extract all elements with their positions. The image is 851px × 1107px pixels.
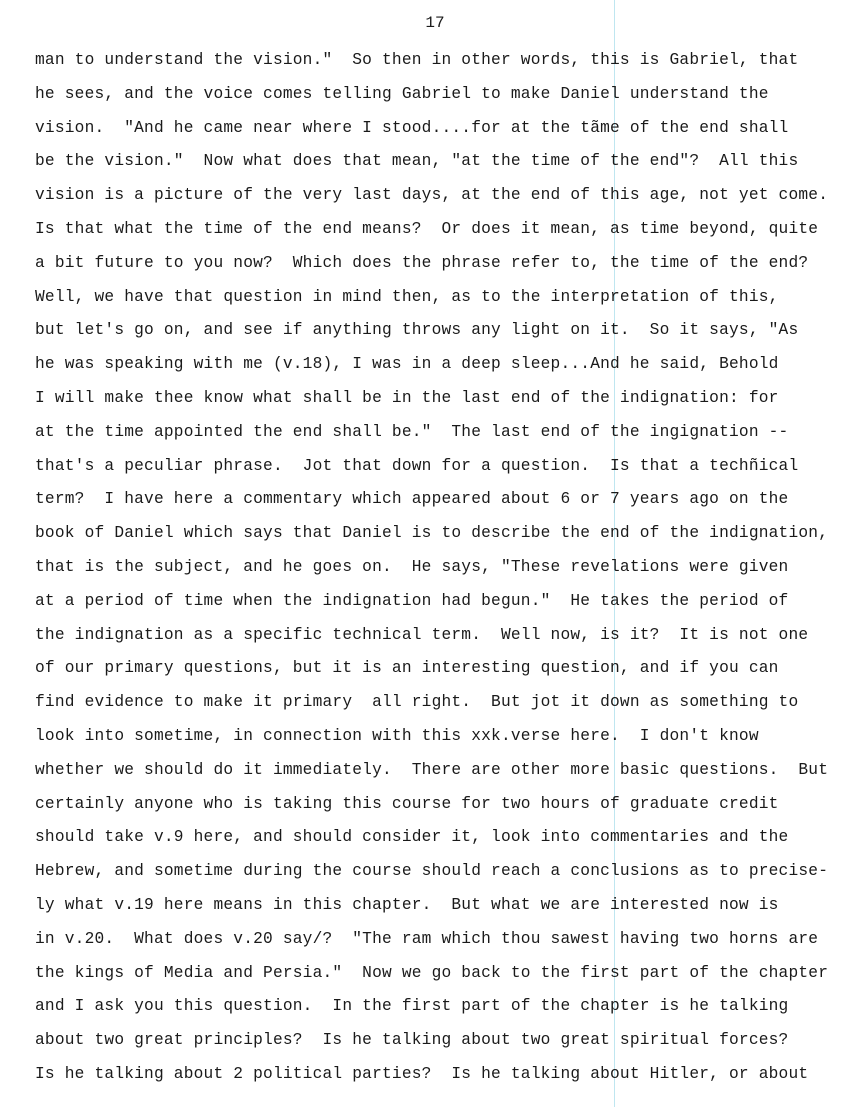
text-line: Is that what the time of the end means? Or does it mean, as time beyond, quite [35,219,819,238]
text-line: Hebrew, and sometime during the course should reach a conclusions as to precise- [35,862,829,881]
text-line: vision is a picture of the very last days, at the end of this age, not yet come. [35,186,829,205]
text-line: and I ask you this question. In the first part of the chapter is he talking [35,997,789,1016]
text-line: at the time appointed the end shall be." The last end of the ingignation -- [35,422,789,441]
text-line: he was speaking with me (v.18), I was in a deep sleep...And he said, Behold [35,355,779,374]
text-line: certainly anyone who is taking this course for two hours of graduate credit [35,794,779,813]
text-line: should take v.9 here, and should consider it, look into commentaries and the [35,828,789,847]
text-line: but let's go on, and see if anything throws any light on it. So it says, "As [35,321,799,340]
text-line: ly what v.19 here means in this chapter. But what we are interested now is [35,895,779,914]
text-line: be the vision." Now what does that mean, "at the time of the end"? All this [35,152,799,171]
text-line: Is he talking about 2 political parties? Is he talking about Hitler, or about [35,1064,809,1083]
page-number: 17 [425,14,445,32]
text-line: vision. "And he came near where I stood....for at the tãme of the end shall [35,118,789,137]
text-line: about two great principles? Is he talking about two great spiritual forces? [35,1031,789,1050]
body-text [35,50,828,1098]
text-line: a bit future to you now? Which does the phrase refer to, the time of the end? [35,253,809,272]
text-line: find evidence to make it primary all right. But jot it down as something to [35,693,799,712]
text-line: that is the subject, and he goes on. He says, "These revelations were given [35,557,789,576]
text-line: at a period of time when the indignation had begun." He takes the period of [35,591,789,610]
text-line: term? I have here a commentary which appeared about 6 or 7 years ago on the [35,490,789,509]
text-line: I will make thee know what shall be in the last end of the indignation: for [35,388,779,407]
text-line: in v.20. What does v.20 say/? "The ram which thou sawest having two horns are [35,929,819,948]
text-line: book of Daniel which says that Daniel is to describe the end of the indignation, [35,524,829,543]
text-line: man to understand the vision." So then in other words, this is Gabriel, that [35,51,799,69]
text-line: the indignation as a specific technical term. Well now, is it? It is not one [35,625,809,644]
text-line: of our primary questions, but it is an interesting question, and if you can [35,659,779,678]
text-line: look into sometime, in connection with this xxk.verse here. I don't know [35,726,759,745]
text-line: Well, we have that question in mind then, as to the interpretation of this, [35,287,779,306]
text-line: he sees, and the voice comes telling Gabriel to make Daniel understand the [35,84,769,103]
text-line: that's a peculiar phrase. Jot that down for a question. Is that a techñical [35,456,799,475]
text-line: whether we should do it immediately. There are other more basic questions. But [35,760,829,779]
text-line: the kings of Media and Persia." Now we go back to the first part of the chapter [35,963,829,982]
